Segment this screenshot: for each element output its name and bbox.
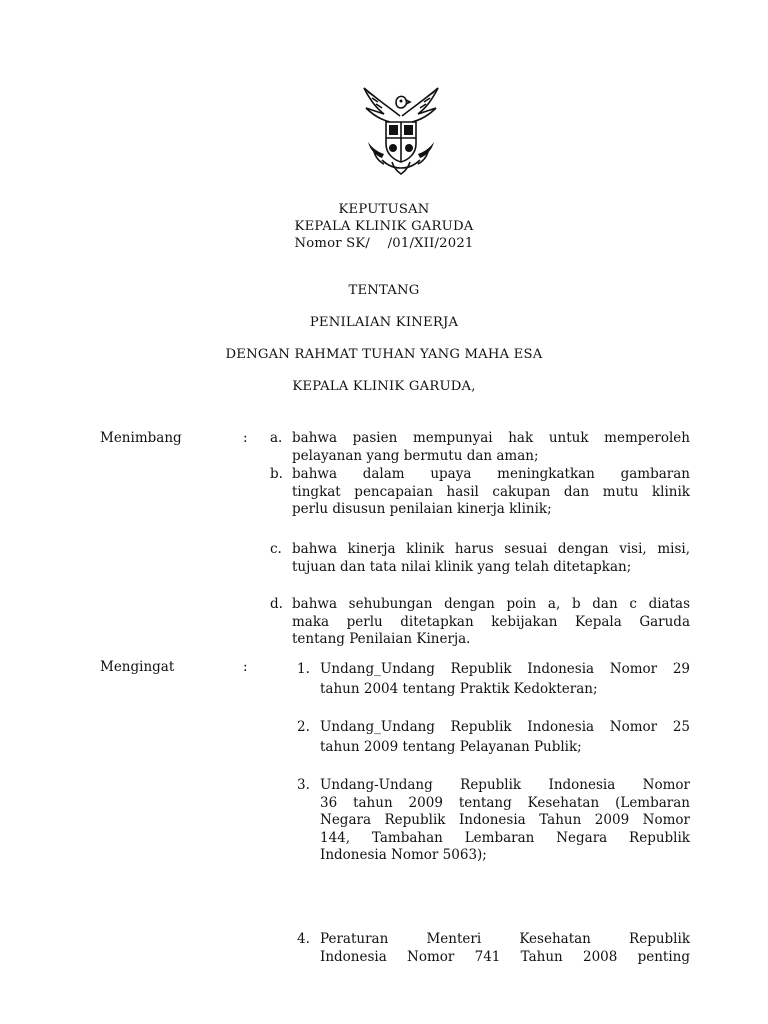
issuer-line: KEPALA KLINIK GARUDA [294, 219, 474, 234]
item-line: Indonesia Nomor 741 Tahun 2008 penting [320, 948, 690, 965]
item-line: pelayanan yang bermutu dan aman; [292, 447, 539, 464]
mengingat-item-2 [297, 717, 690, 757]
menimbang-colon: : [243, 430, 248, 446]
item-line: 36 tahun 2009 tentang Kesehatan (Lembaran [320, 794, 690, 811]
item-line: bahwa sehubungan dengan poin a, b dan c diatas [292, 596, 690, 612]
item-line: bahwa dalam upaya meningkatkan gambaran [292, 466, 690, 482]
mengingat-item-4 [297, 931, 690, 966]
item-line: Undang-Undang Republik Indonesia Nomor [320, 777, 690, 793]
item-line: Undang_Undang Republik Indonesia Nomor 25 [320, 719, 690, 735]
item-marker: 4. [297, 931, 310, 947]
item-marker: a. [270, 430, 283, 446]
invocation-line: DENGAN RAHMAT TUHAN YANG MAHA ESA [225, 347, 543, 362]
item-line: Undang_Undang Republik Indonesia Nomor 29 [320, 661, 690, 677]
mengingat-colon: : [243, 659, 248, 675]
menimbang-item-d [270, 596, 690, 649]
mengingat-item-3 [297, 777, 690, 865]
menimbang-item-a [270, 430, 690, 465]
mengingat-item-1 [297, 659, 690, 699]
item-marker: 1. [297, 661, 310, 677]
item-line: 144, Tambahan Lembaran Negara Republik [320, 829, 690, 846]
menimbang-item-b [270, 466, 690, 519]
item-line: tujuan dan tata nilai klinik yang telah ditetapkan; [292, 558, 632, 575]
decree-number: Nomor SK/ /01/XII/2021 [294, 236, 474, 251]
item-line: tahun 2004 tentang Praktik Kedokteran; [320, 681, 598, 697]
item-line: tentang Penilaian Kinerja. [292, 631, 471, 647]
mengingat-label: Mengingat [100, 659, 175, 675]
item-line: Negara Republik Indonesia Tahun 2009 Nomor [320, 812, 690, 828]
item-line: maka perlu ditetapkan kebijakan Kepala Garuda [292, 613, 690, 630]
official-line: KEPALA KLINIK GARUDA, [292, 379, 476, 394]
item-marker: 2. [297, 719, 310, 735]
item-line: Peraturan Menteri Kesehatan Republik [320, 931, 690, 947]
item-line: Indonesia Nomor 5063); [320, 847, 487, 863]
subject-heading: PENILAIAN KINERJA [309, 315, 459, 330]
item-line: tahun 2009 tentang Pelayanan Publik; [320, 739, 582, 755]
item-line: bahwa kinerja klinik harus sesuai dengan visi, misi, [292, 541, 690, 557]
item-marker: 3. [297, 777, 310, 793]
item-line: bahwa pasien mempunyai hak untuk memperoleh [292, 430, 690, 446]
menimbang-label: Menimbang [100, 430, 182, 446]
item-line: tingkat pencapaian hasil cakupan dan mutu klinik [292, 483, 690, 500]
item-marker: c. [270, 541, 282, 557]
item-marker: d. [270, 596, 283, 612]
document-title: KEPUTUSAN [338, 202, 430, 217]
about-heading: TENTANG [348, 283, 420, 298]
garuda-emblem-icon [360, 82, 442, 178]
menimbang-item-c [270, 541, 690, 576]
item-marker: b. [270, 466, 283, 482]
item-line: perlu disusun penilaian kinerja klinik; [292, 501, 552, 517]
